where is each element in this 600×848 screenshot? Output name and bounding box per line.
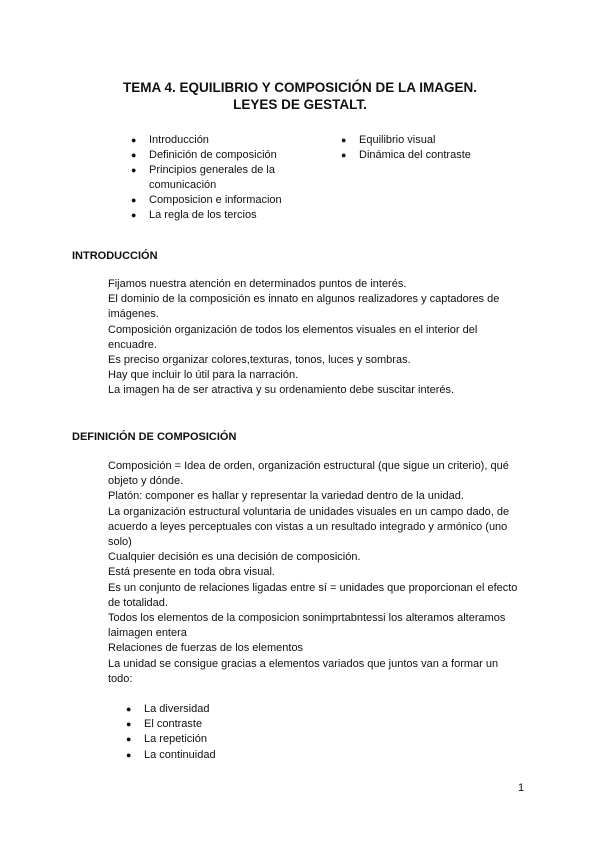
list-item: ● La diversidad [126,702,216,717]
list-item: ● La continuidad [126,748,216,763]
paragraph: Composición = Idea de orden, organización estructural (que sigue un criterio), qué objeto y dónde. [108,460,509,488]
toc-right-list [341,133,511,163]
list-item: ● La repetición [126,732,216,747]
page-number: 1 [518,782,525,794]
paragraph: Cualquier decisión es una decisión de composición. [108,551,361,564]
section-heading-definicion: DEFINICIÓN DE COMPOSICIÓN [72,431,237,443]
paragraph: Hay que incluir lo útil para la narración. [108,369,299,382]
paragraph: Relaciones de fuerzas de los elementos [108,642,304,655]
toc-item: ● La regla de los tercios [131,209,257,221]
page-title-line2: LEYES DE GESTALT. [233,97,367,112]
toc-item: ● Definición de composición [131,149,277,161]
paragraph: La organización estructural voluntaria de unidades visuales en un campo dado, de acuerdo a leyes perceptuales con vistas a un resultado integrado y armónico (uno solo) [108,505,510,549]
bullet-icon: ● [131,150,137,160]
bullet-icon: ● [131,195,137,205]
bullet-icon: ● [131,210,137,220]
bullet-icon: ● [131,135,137,145]
bullet-icon: ● [126,704,132,714]
bullet-icon: ● [341,135,347,145]
paragraph: La imagen ha de ser atractiva y su ordenamiento debe suscitar interés. [108,384,455,397]
paragraph: Está presente en toda obra visual. [108,566,275,579]
page-title-line1: TEMA 4. EQUILIBRIO Y COMPOSICIÓN DE LA IMAGEN. [122,80,478,95]
paragraph: Platón: componer es hallar y representar la variedad dentro de la unidad. [108,490,464,503]
bullet-icon: ● [126,734,132,745]
paragraph: Es preciso organizar colores,texturas, tonos, luces y sombras. [108,354,411,367]
paragraph: Es un conjunto de relaciones ligadas entre sí = unidades que proporcionan el efecto de totalidad. [108,581,518,609]
toc-item: ● Introducción [131,134,209,146]
toc-item: ● Composicion e informacion [131,194,282,206]
toc-item: ● Equilibrio visual [341,134,436,146]
bullet-icon: ● [126,719,132,730]
section-heading-introduccion: INTRODUCCIÓN [72,250,158,262]
paragraph: Todos los elementos de la composicion sonimprtabntessi los alteramos alteramos laimagen entera [108,612,506,640]
toc-item: ● Principios generales de la comunicación [131,164,275,191]
section-body-introduccion [108,277,518,399]
paragraph: La unidad se consigue gracias a elementos variados que juntos van a formar un todo: [108,657,499,685]
bullet-icon: ● [126,749,132,760]
section-body-definicion [108,459,518,687]
paragraph: Composición organización de todos los elementos visuales en el interior del encuadre. [108,323,478,351]
list-item: ● El contraste [126,717,216,732]
bullet-icon: ● [131,165,137,175]
unity-elements-list [126,702,216,763]
bullet-icon: ● [341,150,347,160]
paragraph: Fijamos nuestra atención en determinados puntos de interés. [108,278,407,290]
toc-left-list [131,133,321,223]
toc-item: ● Dinámica del contraste [341,149,471,161]
paragraph: El dominio de la composición es innato en algunos realizadores y captadores de imágenes. [108,293,500,321]
